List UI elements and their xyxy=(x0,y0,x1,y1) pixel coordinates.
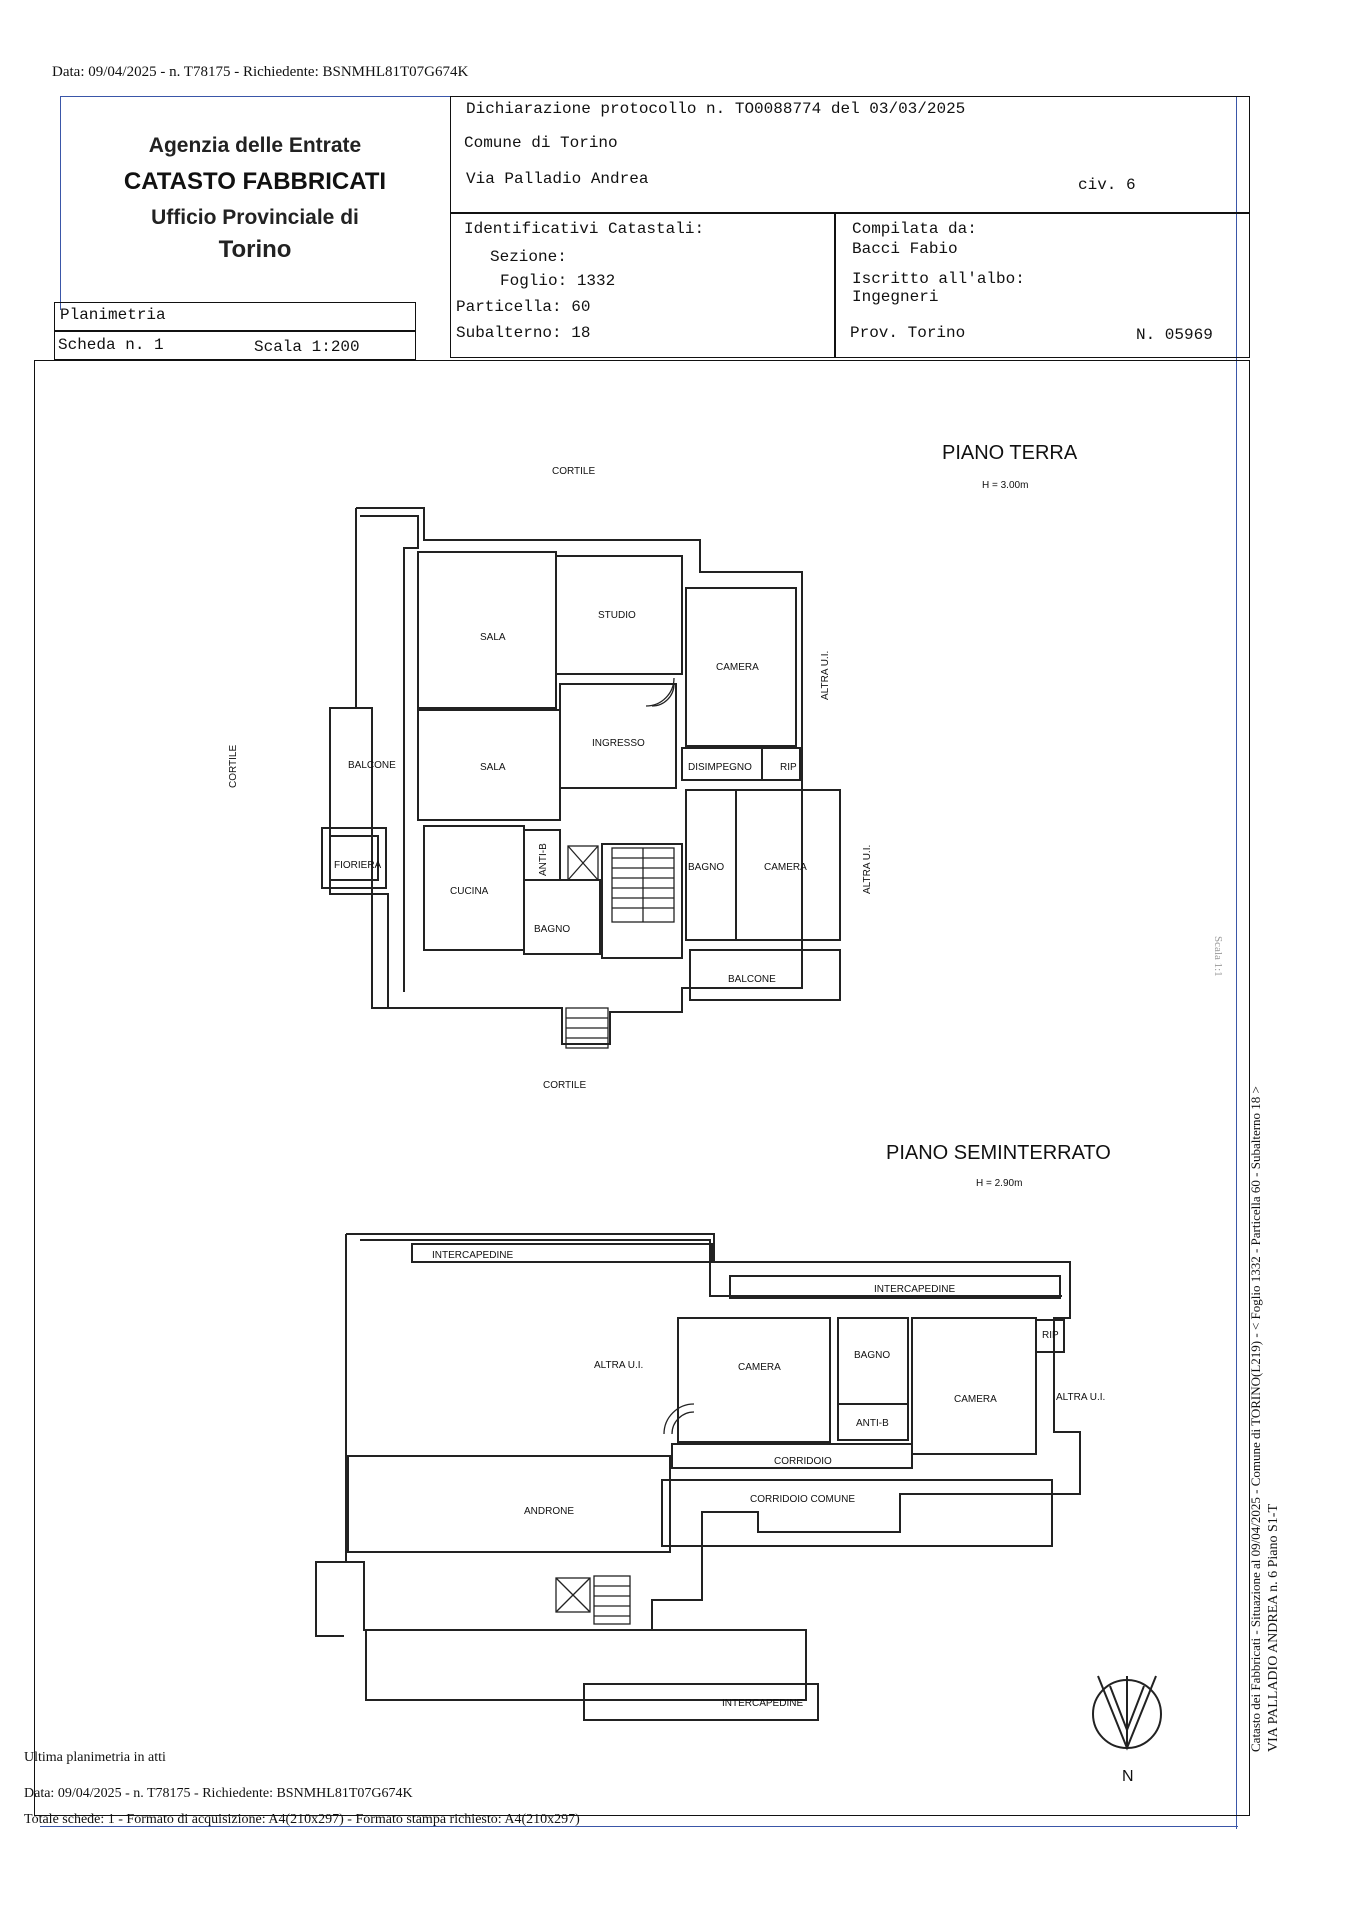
label-camera-1: CAMERA xyxy=(716,662,759,673)
side-text-line1: Catasto dei Fabbricati - Situazione al 09/04/2025 - Comune di TORINO(L219) - < Foglio 1332 - Particella 60 - Subalterno 18 > xyxy=(1248,1086,1263,1752)
agency-name: Agenzia delle Entrate xyxy=(148,134,362,157)
comune-line: Comune di Torino xyxy=(464,134,618,152)
label-fioriera: FIORIERA xyxy=(334,860,382,871)
label-camera-s2: CAMERA xyxy=(954,1394,997,1405)
north-arrow-symbol xyxy=(1093,1676,1161,1748)
label-studio: STUDIO xyxy=(598,610,636,621)
floor1-height: H = 3.00m xyxy=(982,480,1029,491)
scheda-number: Scheda n. 1 xyxy=(58,336,164,354)
floor2-height: H = 2.90m xyxy=(976,1178,1023,1189)
label-anti-b-s: ANTI-B xyxy=(856,1418,889,1429)
piano-seminterrato-walls xyxy=(316,1234,1080,1720)
label-cortile-bottom: CORTILE xyxy=(543,1080,587,1091)
compiler-number: N. 05969 xyxy=(1136,326,1213,344)
ident-particella: Particella: 60 xyxy=(456,298,591,316)
label-intercapedine-3: INTERCAPEDINE xyxy=(722,1698,804,1709)
compiler-prov: Prov. Torino xyxy=(850,324,966,342)
label-balcone-right: BALCONE xyxy=(728,974,776,985)
floor1-title: PIANO TERRA xyxy=(942,442,1078,464)
scheda-type: Planimetria xyxy=(60,306,166,324)
label-rip-s: RIP xyxy=(1042,1330,1059,1341)
label-androne: ANDRONE xyxy=(524,1506,575,1517)
protocol-line: Dichiarazione protocollo n. TO0088774 del 03/03/2025 xyxy=(466,100,966,118)
label-cortile-left: CORTILE xyxy=(228,744,239,788)
label-bagno-1: BAGNO xyxy=(534,924,571,935)
ufficio-city: Torino xyxy=(218,236,292,263)
floor2-title: PIANO SEMINTERRATO xyxy=(886,1142,1111,1164)
compiler-label: Compilata da: xyxy=(852,220,977,238)
top-meta: Data: 09/04/2025 - n. T78175 - Richiedente: BSNMHL81T07G674K xyxy=(52,64,469,80)
albo-value: Ingegneri xyxy=(852,288,939,306)
catasto-fabbricati: CATASTO FABBRICATI xyxy=(123,168,387,195)
label-anti-b-1: ANTI-B xyxy=(538,843,549,876)
label-intercapedine-1: INTERCAPEDINE xyxy=(432,1250,514,1261)
piano-terra-walls xyxy=(322,508,840,1048)
compiler-name: Bacci Fabio xyxy=(852,240,958,258)
north-label: N xyxy=(1122,1768,1134,1785)
label-altra-ui-1: ALTRA U.I. xyxy=(820,650,831,700)
label-sala-1: SALA xyxy=(480,632,506,643)
ident-title: Identificativi Catastali: xyxy=(464,220,705,238)
footer-line1: Ultima planimetria in atti xyxy=(24,1750,166,1765)
label-corridoio-comune: CORRIDOIO COMUNE xyxy=(750,1494,855,1505)
label-cortile-top: CORTILE xyxy=(552,466,596,477)
scheda-scala: Scala 1:200 xyxy=(254,338,360,356)
label-corridoio: CORRIDOIO xyxy=(774,1456,832,1467)
side-text-line2: VIA PALLADIO ANDREA n. 6 Piano S1-T xyxy=(1266,1504,1281,1752)
ident-subalterno: Subalterno: 18 xyxy=(456,324,591,342)
label-intercapedine-2: INTERCAPEDINE xyxy=(874,1284,956,1295)
label-disimpegno: DISIMPEGNO xyxy=(688,762,752,773)
label-bagno-s: BAGNO xyxy=(854,1350,891,1361)
footer-line3: Totale schede: 1 - Formato di acquisizione: A4(210x297) - Formato stampa richiesto: A4(210x297) xyxy=(24,1812,580,1827)
label-cucina: CUCINA xyxy=(450,886,489,897)
label-rip-1: RIP xyxy=(780,762,797,773)
label-balcone-left: BALCONE xyxy=(348,760,396,771)
label-altra-ui-right: ALTRA U.I. xyxy=(1056,1392,1106,1403)
label-camera-2: CAMERA xyxy=(764,862,807,873)
footer-line2: Data: 09/04/2025 - n. T78175 - Richiedente: BSNMHL81T07G674K xyxy=(24,1786,413,1801)
civico: civ. 6 xyxy=(1078,176,1136,194)
ident-sezione: Sezione: xyxy=(490,248,567,266)
label-altra-ui-left: ALTRA U.I. xyxy=(594,1360,644,1371)
via-line: Via Palladio Andrea xyxy=(466,170,649,188)
side-stamp: Scala 1:1 xyxy=(1212,936,1224,977)
label-ingresso: INGRESSO xyxy=(592,738,645,749)
label-sala-2: SALA xyxy=(480,762,506,773)
albo-label: Iscritto all'albo: xyxy=(852,270,1025,288)
label-camera-s1: CAMERA xyxy=(738,1362,781,1373)
ufficio-provinciale: Ufficio Provinciale di xyxy=(151,206,359,229)
label-bagno-2: BAGNO xyxy=(688,862,725,873)
label-altra-ui-2: ALTRA U.I. xyxy=(862,844,873,894)
ident-foglio: Foglio: 1332 xyxy=(500,272,616,290)
